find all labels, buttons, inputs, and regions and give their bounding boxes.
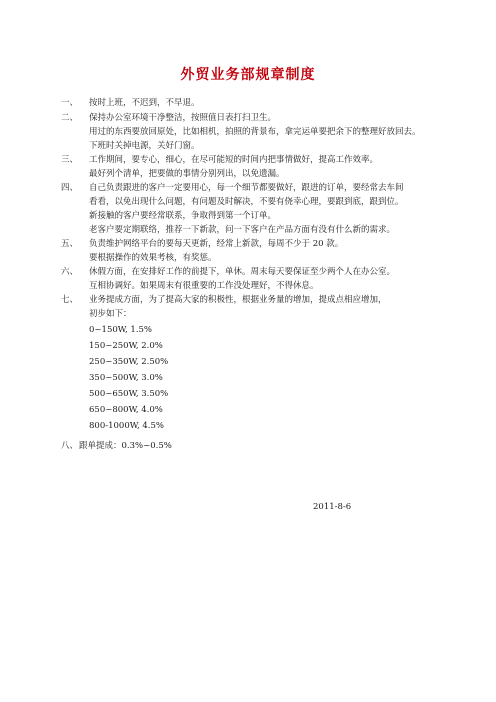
item-number: 五、 (61, 239, 79, 249)
commission-tier: 500~650W, 3.50% (89, 389, 169, 399)
document-date: 2011-8-6 (313, 502, 352, 512)
item-line: 最好列个清单，把要做的事情分别列出，以免遗漏。 (89, 169, 285, 179)
item-line: 要根据操作的效果考核，有奖惩。 (89, 253, 217, 263)
item-line: 下班时关掉电源，关好门窗。 (89, 141, 200, 151)
item-line: 自己负责跟进的客户一定要用心，每一个细节都要做好，跟进的订单，要经常去车间 (89, 183, 404, 193)
item-number: 二、 (61, 113, 79, 123)
item-line: 工作期间，要专心，细心，在尽可能短的时间内把事情做好，提高工作效率。 (89, 155, 379, 165)
document-title: 外贸业务部规章制度 (180, 67, 316, 83)
item-line: 初步如下： (89, 309, 132, 319)
item-line: 休假方面，在安排好工作的前提下，单休。周末每天要保证至少两个人在办公室。 (89, 267, 396, 277)
item-number: 三、 (61, 155, 79, 165)
commission-tier: 250~350W, 2.50% (89, 357, 169, 367)
item-line: 新接触的客户要经常联系，争取得到第一个订单。 (89, 211, 277, 221)
item-line: 保持办公室环境干净整洁，按照值日表打扫卫生。 (89, 113, 277, 123)
commission-tier: 650~800W, 4.0% (89, 405, 163, 415)
item-line: 老客户要定期联络，推荐一下新款，问一下客户在产品方面有没有什么新的需求。 (89, 225, 396, 235)
item-number: 八、 (61, 441, 79, 451)
item-number: 四、 (61, 183, 79, 193)
item-line: 业务提成方面，为了提高大家的积极性，根据业务量的增加，提成点相应增加， (89, 295, 387, 305)
commission-tier: 800-1000W, 4.5% (89, 421, 164, 431)
item-line: 用过的东西要放回原处，比如相机，拍照的背景布，拿完运单要把余下的整理好放回去。 (89, 127, 421, 137)
commission-tier: 150~250W, 2.0% (89, 341, 163, 351)
commission-tier: 0~150W, 1.5% (89, 325, 153, 335)
item-line: 看看，以免出现什么问题，有问题及时解决，不要有侥幸心理，要跟到底，跟到位。 (89, 197, 404, 207)
item-line: 按时上班，不迟到，不早退。 (89, 98, 200, 108)
commission-tier: 350~500W, 3.0% (89, 373, 163, 383)
item-line: 负责维护网络平台的要每天更新，经常上新款，每周不少于 20 款。 (89, 239, 344, 249)
item-number: 六、 (61, 267, 79, 277)
item-number: 一、 (61, 98, 79, 108)
item-line: 跟单提成：0.3%~0.5% (79, 441, 172, 451)
item-number: 七、 (61, 295, 79, 305)
item-line: 互相协调好。如果周末有很重要的工作没处理好，不得休息。 (89, 281, 319, 291)
